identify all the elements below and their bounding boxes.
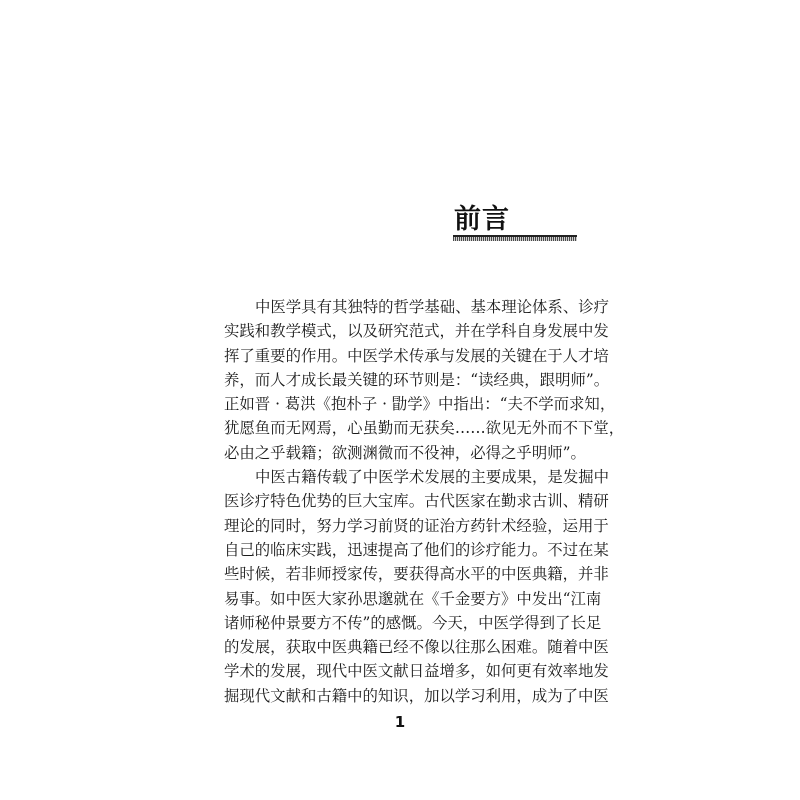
text-line: 掘现代文献和古籍中的知识，加以学习利用，成为了中医 xyxy=(224,686,609,705)
text-line: 自己的临床实践，迅速提高了他们的诊疗能力。不过在某 xyxy=(224,540,609,559)
text-line: 的发展，获取中医典籍已经不像以往那么困难。随着中医 xyxy=(224,638,609,657)
text-line: 中医学具有其独特的哲学基础、基本理论体系、诊疗 xyxy=(255,298,609,316)
text-line: 些时候，若非师授家传，要获得高水平的中医典籍，并非 xyxy=(224,565,609,584)
preface-body xyxy=(224,295,625,708)
paragraph-2 xyxy=(224,465,609,708)
text-line: 学术的发展，现代中医文献日益增多，如何更有效率地发 xyxy=(224,662,609,681)
paragraph-1 xyxy=(224,295,625,465)
text-line: 中医古籍传载了中医学术发展的主要成果，是发掘中 xyxy=(255,468,609,487)
text-line: 医诊疗特色优势的巨大宝库。古代医家在勤求古训、精研 xyxy=(224,492,609,511)
title-underline-rule xyxy=(453,235,577,241)
text-line: 养，而人才成长最关键的环节则是：“读经典，跟明师”。 xyxy=(224,370,610,389)
page-title: 前言 xyxy=(454,204,510,235)
text-line: 易事。如中医大家孙思邈就在《千金要方》中发出“江南 xyxy=(224,589,602,608)
text-line: 诸师秘仲景要方不传”的感慨。今天，中医学得到了长足 xyxy=(224,613,602,632)
text-line: 必由之乎载籍；欲测渊微而不役神，必得之乎明师”。 xyxy=(224,443,586,462)
text-line: 实践和教学模式，以及研究范式，并在学科自身发展中发 xyxy=(224,322,609,341)
preface-heading xyxy=(453,203,577,243)
text-line: 挥了重要的作用。中医学术传承与发展的关键在于人才培 xyxy=(224,346,609,365)
text-line: 理论的同时，努力学习前贤的证治方药针术经验，运用于 xyxy=(224,516,609,535)
page-number: 1 xyxy=(394,713,406,731)
text-line: 正如晋 · 葛洪《抱朴子 · 勖学》中指出：“夫不学而求知， xyxy=(224,395,616,414)
text-line: 犹愿鱼而无网焉，心虽勤而无获矣……欲见无外而不下堂， xyxy=(224,419,625,438)
